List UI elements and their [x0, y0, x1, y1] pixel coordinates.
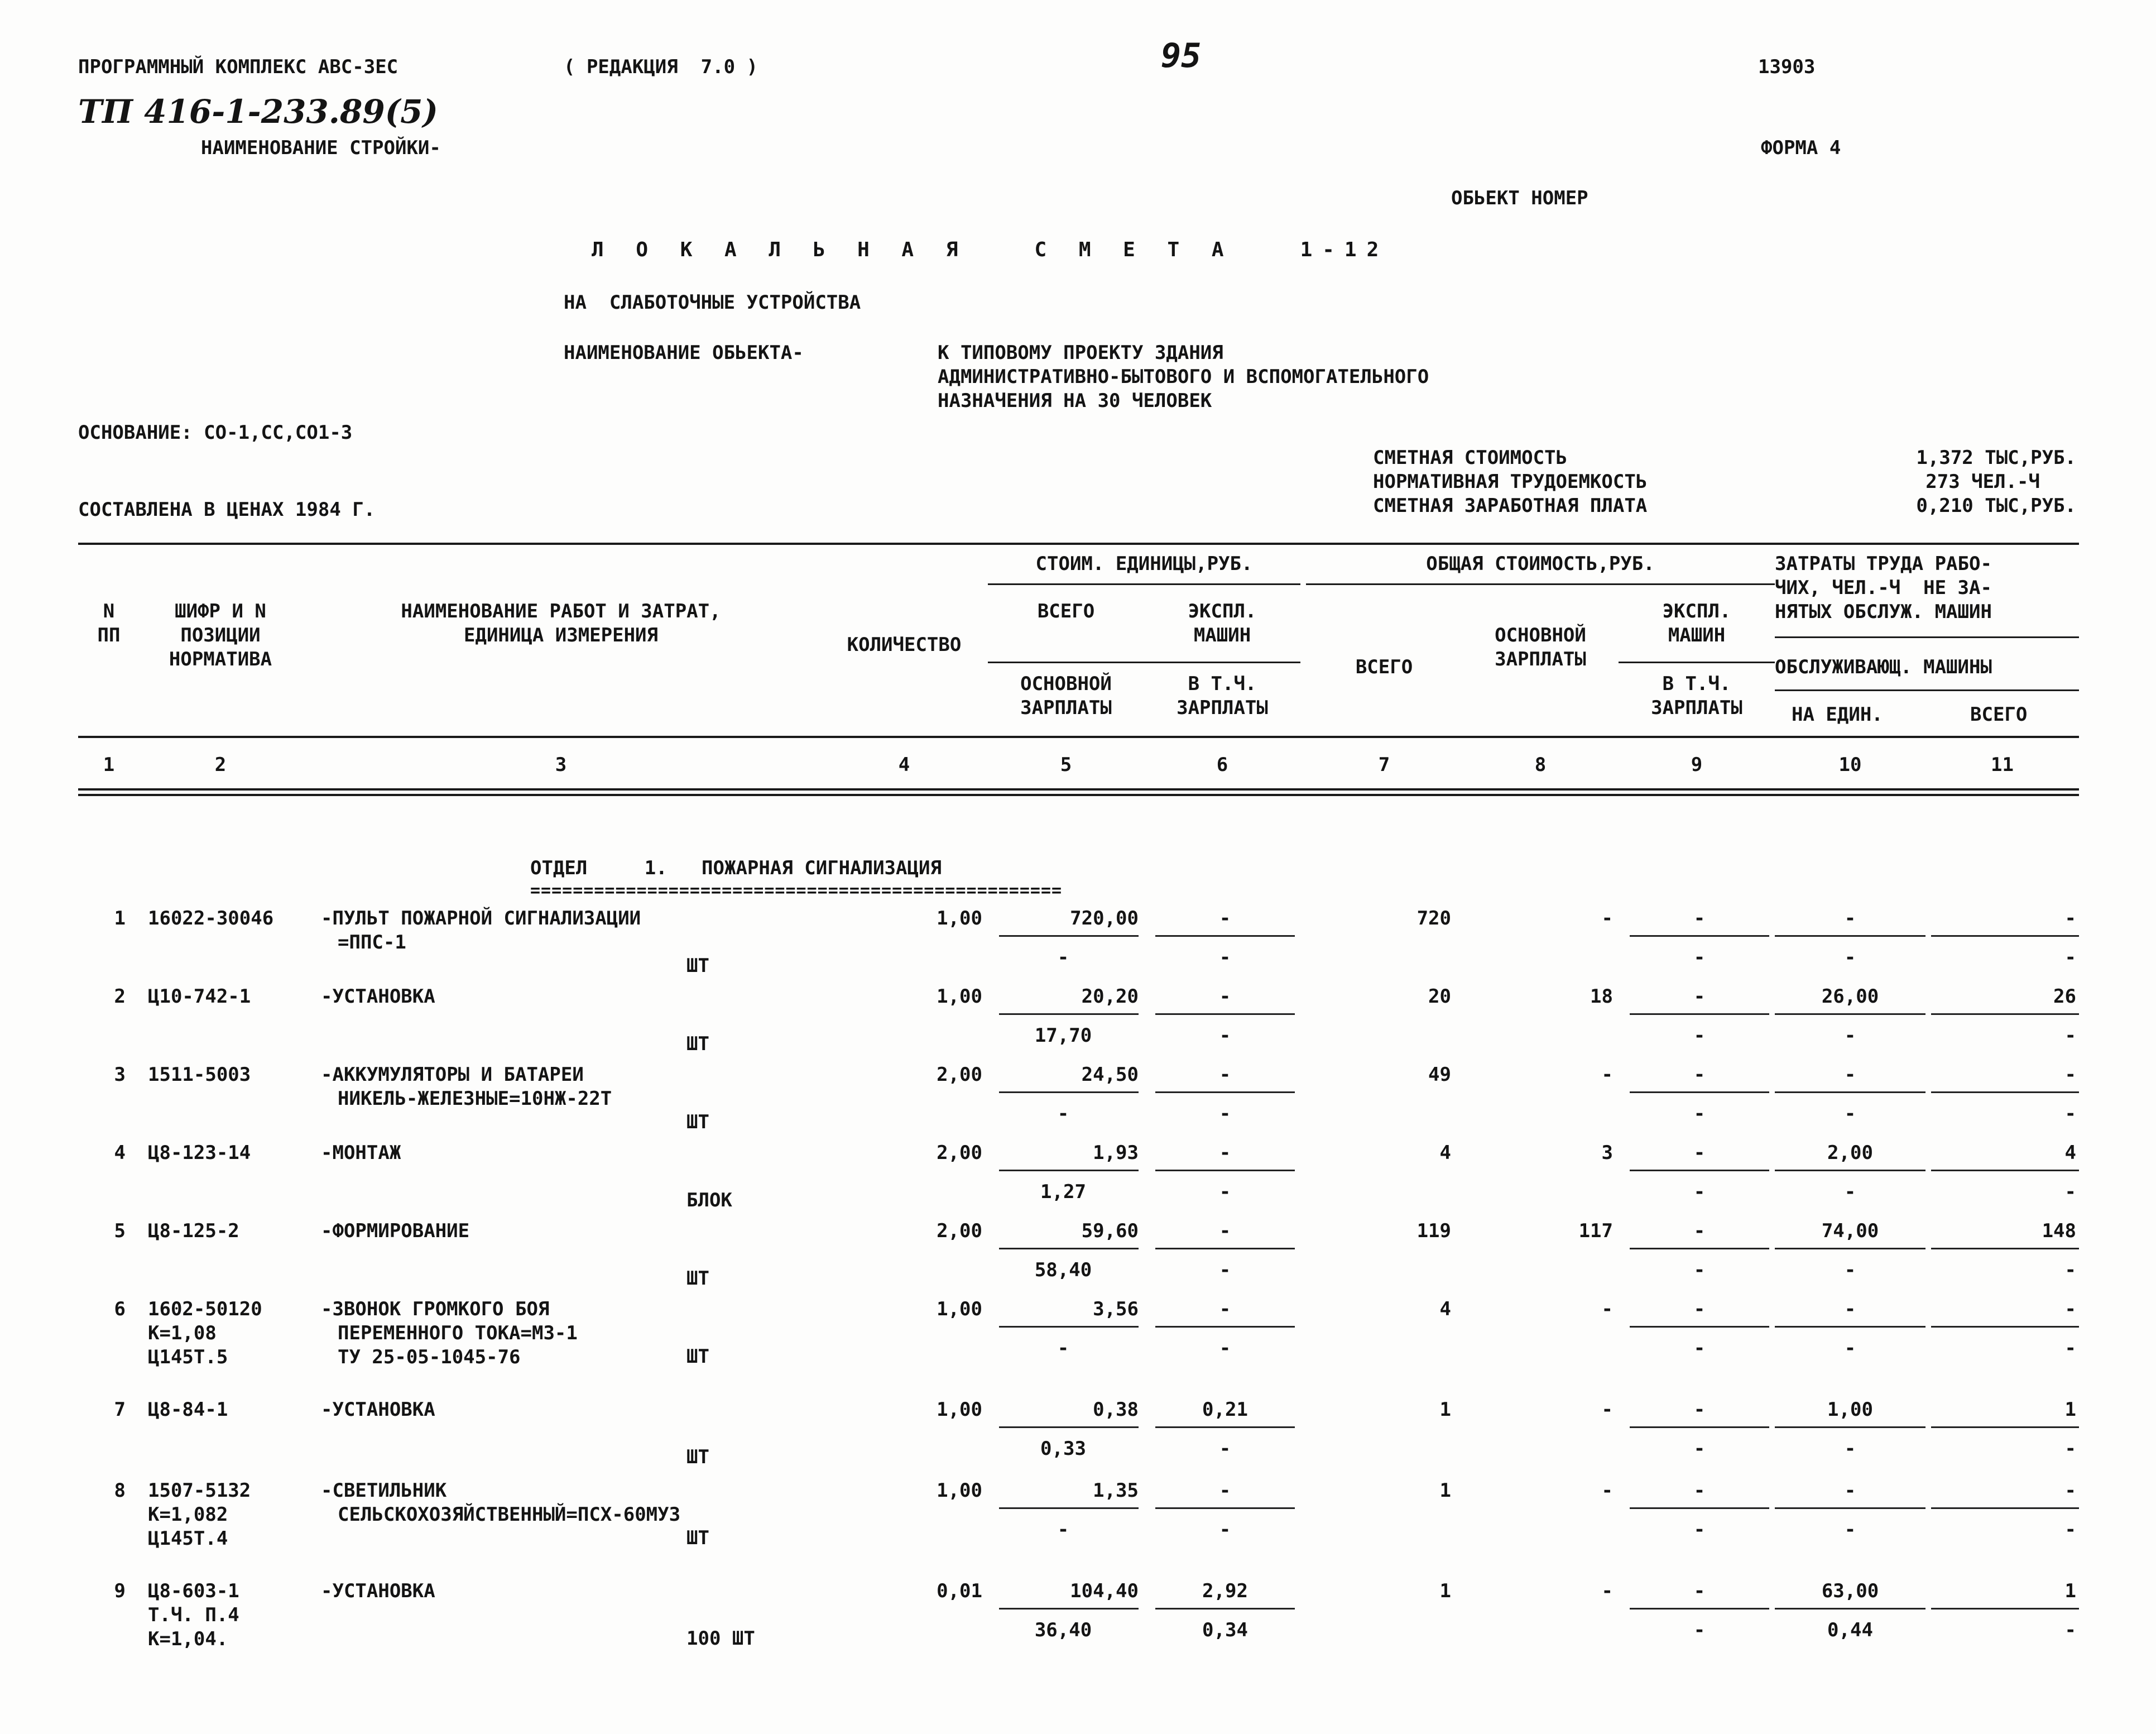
row-name: -УСТАНОВКА [321, 985, 435, 1008]
row-labor-unit: - [1844, 1298, 1856, 1320]
summary-value-salary: 0,210 ТЫС,РУБ. [1916, 495, 2076, 517]
row-name: -ПУЛЬТ ПОЖАРНОЙ СИГНАЛИЗАЦИИ [321, 907, 641, 930]
row-labor-total-2: - [2064, 1259, 2076, 1281]
rule-line [999, 1326, 1139, 1328]
row-quantity: 1,00 [937, 1398, 982, 1421]
document-number: 13903 [1758, 56, 1816, 78]
row-number: 1 [114, 907, 126, 930]
row-unit: ШТ [686, 1345, 709, 1368]
rule-line [1931, 1091, 2079, 1093]
row-labor-unit-2: - [1844, 1259, 1856, 1281]
rule-line [1630, 1326, 1769, 1328]
row-name: НИКЕЛЬ-ЖЕЛЕЗНЫЕ=10НЖ-22Т [338, 1088, 612, 1110]
rule-line [1630, 935, 1769, 937]
total-expl-h2: МАШИН [1668, 624, 1726, 646]
row-total-expl: - [1693, 1580, 1706, 1602]
row-total: 49 [1428, 1064, 1451, 1086]
row-code: Ц8-603-1 [148, 1580, 239, 1602]
unit-incl-h1: В Т.Ч. [1188, 673, 1257, 695]
row-labor-total-2: - [2064, 1181, 2076, 1203]
rule-line [1931, 1426, 2079, 1428]
price-base: СОСТАВЛЕНА В ЦЕНАХ 1984 Г. [78, 499, 376, 521]
rule-line [999, 1248, 1139, 1249]
row-unit-salary: 0,33 [1040, 1438, 1086, 1460]
total-incl-h1: В Т.Ч. [1662, 673, 1731, 695]
rule-line [1155, 1248, 1295, 1249]
row-unit-total: 3,56 [1093, 1298, 1139, 1320]
row-unit-incl: 0,34 [1202, 1619, 1248, 1641]
row-unit: 100 ШТ [686, 1627, 755, 1650]
row-labor-total: - [2064, 1479, 2076, 1502]
row-total-base: - [1601, 1479, 1613, 1502]
rule-line [1775, 1091, 1925, 1093]
row-total-incl: - [1693, 1619, 1706, 1641]
row-labor-unit: 26,00 [1821, 985, 1879, 1008]
row-labor-unit-2: - [1844, 1438, 1856, 1460]
row-labor-total: 1 [2064, 1580, 2076, 1602]
rule-line [1155, 1608, 1295, 1610]
row-name: -АККУМУЛЯТОРЫ И БАТАРЕИ [321, 1064, 584, 1086]
row-labor-unit-2: - [1844, 1103, 1856, 1125]
rule-line [1155, 1326, 1295, 1328]
rule-line [999, 1608, 1139, 1610]
rule-line [1155, 1507, 1295, 1509]
unit-incl-h2: ЗАРПЛАТЫ [1177, 697, 1268, 719]
estimate-title: Л О К А Л Ь Н А Я С М Е Т А 1-12 [592, 238, 1389, 261]
row-labor-total: - [2064, 1064, 2076, 1086]
row-number: 6 [114, 1298, 126, 1320]
row-name: -ФОРМИРОВАНИЕ [321, 1220, 470, 1242]
total-cost-h: ОБЩАЯ СТОИМОСТЬ,РУБ. [1426, 553, 1655, 575]
col3-h2: ЕДИНИЦА ИЗМЕРЕНИЯ [464, 624, 658, 646]
row-name: -СВЕТИЛЬНИК [321, 1479, 447, 1502]
row-total-base: 3 [1601, 1142, 1613, 1164]
row-unit-expl: - [1219, 1142, 1231, 1164]
row-code: 16022-30046 [148, 907, 274, 930]
row-labor-total: 1 [2064, 1398, 2076, 1421]
row-labor-total: - [2064, 907, 2076, 930]
col2-h1: ШИФР И N [175, 600, 266, 622]
row-labor-unit-2: - [1844, 1519, 1856, 1541]
row-total-expl: - [1693, 1398, 1706, 1421]
row-total-expl: - [1693, 907, 1706, 930]
row-name: -УСТАНОВКА [321, 1580, 435, 1602]
row-unit: ШТ [686, 1527, 709, 1549]
row-code: Ц145Т.4 [148, 1527, 228, 1550]
row-labor-unit: 2,00 [1827, 1142, 1873, 1164]
row-unit-expl: - [1219, 1298, 1231, 1320]
row-total-incl: - [1693, 1103, 1706, 1125]
rule-line [1775, 1013, 1925, 1015]
total-incl-h2: ЗАРПЛАТЫ [1651, 697, 1742, 719]
colnum: 5 [1060, 754, 1072, 776]
row-quantity: 2,00 [937, 1220, 982, 1242]
row-labor-unit: 63,00 [1821, 1580, 1879, 1602]
row-unit: ШТ [686, 1446, 709, 1468]
row-total: 1 [1439, 1580, 1451, 1602]
rule-line [1630, 1013, 1769, 1015]
rule-line [1630, 1426, 1769, 1428]
unit-cost-h: СТОИМ. ЕДИНИЦЫ,РУБ. [1035, 553, 1253, 575]
row-labor-unit: 74,00 [1821, 1220, 1879, 1242]
row-labor-total-2: - [2064, 1519, 2076, 1541]
row-unit-incl: - [1219, 1181, 1231, 1203]
row-labor-total-2: - [2064, 1619, 2076, 1641]
row-code: Ц8-84-1 [148, 1398, 228, 1421]
row-name: -МОНТАЖ [321, 1142, 401, 1164]
row-labor-unit: 1,00 [1827, 1398, 1873, 1421]
rule-line [1931, 1013, 2079, 1015]
row-labor-total-2: - [2064, 1103, 2076, 1125]
row-code: 1511-5003 [148, 1064, 251, 1086]
summary-label-labor: НОРМАТИВНАЯ ТРУДОЕМКОСТЬ [1373, 471, 1648, 493]
row-total-incl: - [1693, 1337, 1706, 1359]
row-unit-salary: - [1057, 1519, 1069, 1541]
colnum: 7 [1378, 754, 1390, 776]
row-number: 7 [114, 1398, 126, 1421]
row-unit-incl: - [1219, 946, 1231, 969]
row-unit-salary: - [1057, 946, 1069, 969]
row-unit-total: 20,20 [1081, 985, 1139, 1008]
rule-line [1630, 1507, 1769, 1509]
labor-h2: ЧИХ, ЧЕЛ.-Ч НЕ ЗА- [1775, 577, 1992, 599]
row-total: 20 [1428, 985, 1451, 1008]
row-unit-total: 720,00 [1070, 907, 1139, 930]
rule-line [1931, 1507, 2079, 1509]
col1-h1: N [103, 600, 115, 622]
row-labor-unit-2: 0,44 [1827, 1619, 1873, 1641]
rule-line [1931, 1248, 2079, 1249]
row-code: Ц145Т.5 [148, 1346, 228, 1368]
row-name: ТУ 25-05-1045-76 [338, 1346, 521, 1368]
object-number-label: ОБЬЕКТ НОМЕР [1451, 187, 1588, 209]
rule-line [1931, 935, 2079, 937]
row-total-expl: - [1693, 1220, 1706, 1242]
row-labor-total-2: - [2064, 1337, 2076, 1359]
row-total-expl: - [1693, 1142, 1706, 1164]
edition: ( РЕДАКЦИЯ 7.0 ) [564, 56, 758, 78]
program-name: ПРОГРАММНЫЙ КОМПЛЕКС АВС-ЗЕС [78, 56, 398, 78]
row-total-base: 18 [1590, 985, 1613, 1008]
row-code: К=1,082 [148, 1503, 228, 1526]
section-title: ОТДЕЛ 1. ПОЖАРНАЯ СИГНАЛИЗАЦИЯ [530, 857, 942, 879]
rule-line [1775, 935, 1925, 937]
row-quantity: 2,00 [937, 1142, 982, 1164]
row-number: 8 [114, 1479, 126, 1502]
row-total-incl: - [1693, 1181, 1706, 1203]
row-total-base: - [1601, 1398, 1613, 1421]
rule-line [1931, 1608, 2079, 1610]
row-labor-total-2: - [2064, 1024, 2076, 1047]
row-number: 2 [114, 985, 126, 1008]
row-unit-salary: 1,27 [1040, 1181, 1086, 1203]
unit-total-h: ВСЕГО [1037, 600, 1095, 622]
summary-label-salary: СМЕТНАЯ ЗАРАБОТНАЯ ПЛАТА [1373, 495, 1648, 517]
row-total-expl: - [1693, 1479, 1706, 1502]
row-code: 1507-5132 [148, 1479, 251, 1502]
row-quantity: 0,01 [937, 1580, 982, 1602]
rule-line [1775, 1426, 1925, 1428]
colnum: 1 [103, 754, 115, 776]
row-labor-total: - [2064, 1298, 2076, 1320]
row-code: К=1,04. [148, 1628, 228, 1650]
handwritten-reference: ТП 416-1-233.89(5) [78, 93, 438, 131]
row-name: =ППС-1 [338, 931, 406, 954]
row-labor-total: 148 [2042, 1220, 2076, 1242]
row-labor-unit: - [1844, 907, 1856, 930]
row-total-base: - [1601, 907, 1613, 930]
row-total-incl: - [1693, 946, 1706, 969]
unit-salary-h1: ОСНОВНОЙ [1020, 673, 1112, 695]
row-code: Ц8-125-2 [148, 1220, 239, 1242]
row-unit-salary: - [1057, 1103, 1069, 1125]
row-unit-incl: - [1219, 1337, 1231, 1359]
row-name: ПЕРЕМЕННОГО ТОКА=МЗ-1 [338, 1322, 578, 1344]
row-total: 1 [1439, 1479, 1451, 1502]
row-total-incl: - [1693, 1438, 1706, 1460]
row-number: 9 [114, 1580, 126, 1602]
summary-value-labor: 273 ЧЕЛ.-Ч [1925, 471, 2040, 493]
labor-h3: НЯТЫХ ОБСЛУЖ. МАШИН [1775, 601, 1992, 623]
row-total-incl: - [1693, 1519, 1706, 1541]
row-labor-unit-2: - [1844, 1024, 1856, 1047]
row-code: Ц8-123-14 [148, 1142, 251, 1164]
row-total: 4 [1439, 1142, 1451, 1164]
row-unit-salary: 58,40 [1034, 1259, 1092, 1281]
col4-h: КОЛИЧЕСТВО [847, 634, 962, 656]
row-unit-incl: - [1219, 1259, 1231, 1281]
row-total-base: - [1601, 1580, 1613, 1602]
row-labor-unit: - [1844, 1479, 1856, 1502]
object-name-line-2: АДМИНИСТРАТИВНО-БЫТОВОГО И ВСПОМОГАТЕЛЬНОГО [938, 366, 1429, 388]
section-underline: ================================================== [530, 881, 1063, 900]
colnum: 9 [1691, 754, 1703, 776]
rule-line [1630, 1170, 1769, 1171]
row-total-base: - [1601, 1064, 1613, 1086]
row-total-expl: - [1693, 985, 1706, 1008]
colnum: 10 [1838, 754, 1862, 776]
row-total-base: 117 [1578, 1220, 1613, 1242]
rule-line [1155, 1426, 1295, 1428]
row-total-base: - [1601, 1298, 1613, 1320]
row-total-incl: - [1693, 1259, 1706, 1281]
row-total-expl: - [1693, 1298, 1706, 1320]
rule-line [1155, 1091, 1295, 1093]
row-unit-incl: - [1219, 1024, 1231, 1047]
rule-line [999, 1091, 1139, 1093]
row-code: Т.Ч. П.4 [148, 1604, 239, 1626]
row-number: 5 [114, 1220, 126, 1242]
row-unit-expl: - [1219, 907, 1231, 930]
row-unit: ШТ [686, 1267, 709, 1290]
row-quantity: 1,00 [937, 907, 982, 930]
row-total: 1 [1439, 1398, 1451, 1421]
summary-label-cost: СМЕТНАЯ СТОИМОСТЬ [1373, 447, 1567, 469]
row-unit: ШТ [686, 1111, 709, 1133]
row-unit: ШТ [686, 1033, 709, 1055]
rule-line [999, 1507, 1139, 1509]
row-labor-total: 4 [2064, 1142, 2076, 1164]
summary-value-cost: 1,372 ТЫС,РУБ. [1916, 447, 2076, 469]
unit-salary-h2: ЗАРПЛАТЫ [1020, 697, 1112, 719]
total-all-h: ВСЕГО [1355, 656, 1413, 678]
row-unit-total: 59,60 [1081, 1220, 1139, 1242]
rule-line [1931, 1170, 2079, 1171]
total-expl-h1: ЭКСПЛ. [1662, 600, 1731, 622]
page-number: 95 [1161, 36, 1202, 75]
rule-line [1775, 1248, 1925, 1249]
col1-h2: ПП [97, 624, 121, 646]
row-labor-total-2: - [2064, 1438, 2076, 1460]
rule-line [1775, 1507, 1925, 1509]
unit-expl-h1: ЭКСПЛ. [1188, 600, 1257, 622]
colnum: 4 [898, 754, 910, 776]
rule-line [1155, 1013, 1295, 1015]
labor-serv-h: ОБСЛУЖИВАЮЩ. МАШИНЫ [1775, 656, 1992, 678]
object-name-line-1: К ТИПОВОМУ ПРОЕКТУ ЗДАНИЯ [938, 342, 1223, 364]
row-quantity: 2,00 [937, 1064, 982, 1086]
row-labor-unit-2: - [1844, 946, 1856, 969]
row-code: К=1,08 [148, 1322, 217, 1344]
row-labor-total-2: - [2064, 946, 2076, 969]
row-labor-unit-2: - [1844, 1181, 1856, 1203]
row-unit: ШТ [686, 955, 709, 977]
total-base-h2: ЗАРПЛАТЫ [1495, 648, 1586, 670]
basis: ОСНОВАНИЕ: СО-1,СС,СО1-3 [78, 421, 353, 444]
labor-h1: ЗАТРАТЫ ТРУДА РАБО- [1775, 553, 1992, 575]
unit-expl-h2: МАШИН [1193, 624, 1251, 646]
rule-line [1155, 1170, 1295, 1171]
rule-line [1775, 1608, 1925, 1610]
rule-line [1630, 1248, 1769, 1249]
object-name-line-3: НАЗНАЧЕНИЯ НА 30 ЧЕЛОВЕК [938, 390, 1212, 412]
row-total-expl: - [1693, 1064, 1706, 1086]
row-unit-total: 104,40 [1070, 1580, 1139, 1602]
rule-line [999, 1013, 1139, 1015]
estimate-subject: НА СЛАБОТОЧНЫЕ УСТРОЙСТВА [564, 291, 861, 314]
row-total-incl: - [1693, 1024, 1706, 1047]
col2-h2: ПОЗИЦИИ [180, 624, 261, 646]
row-name: СЕЛЬСКОХОЗЯЙСТВЕННЫЙ=ПСХ-60МУ3 [338, 1503, 681, 1526]
row-unit-expl: - [1219, 1220, 1231, 1242]
row-total: 119 [1416, 1220, 1451, 1242]
rule-line [1155, 935, 1295, 937]
row-unit-expl: 0,21 [1202, 1398, 1248, 1421]
row-unit-expl: - [1219, 985, 1231, 1008]
row-unit-incl: - [1219, 1519, 1231, 1541]
row-quantity: 1,00 [937, 1479, 982, 1502]
row-code: 1602-50120 [148, 1298, 262, 1320]
rule-line [1931, 1326, 2079, 1328]
row-unit-expl: 2,92 [1202, 1580, 1248, 1602]
row-quantity: 1,00 [937, 985, 982, 1008]
row-unit-salary: 17,70 [1034, 1024, 1092, 1047]
construction-name-label: НАИМЕНОВАНИЕ СТРОЙКИ- [201, 137, 441, 159]
labor-unit-h: НА ЕДИН. [1792, 703, 1883, 726]
colnum: 3 [555, 754, 567, 776]
rule-line [999, 935, 1139, 937]
colnum: 8 [1534, 754, 1547, 776]
row-unit-total: 1,35 [1093, 1479, 1139, 1502]
row-total: 720 [1416, 907, 1451, 930]
row-unit: БЛОК [686, 1189, 732, 1211]
row-unit-salary: - [1057, 1337, 1069, 1359]
row-number: 4 [114, 1142, 126, 1164]
colnum: 2 [214, 754, 227, 776]
row-labor-unit: - [1844, 1064, 1856, 1086]
row-unit-total: 0,38 [1093, 1398, 1139, 1421]
rule-line [1630, 1608, 1769, 1610]
col2-h3: НОРМАТИВА [169, 648, 272, 670]
total-base-h1: ОСНОВНОЙ [1495, 624, 1586, 646]
row-unit-salary: 36,40 [1034, 1619, 1092, 1641]
row-unit-incl: - [1219, 1103, 1231, 1125]
row-unit-expl: - [1219, 1064, 1231, 1086]
row-unit-incl: - [1219, 1438, 1231, 1460]
row-name: -ЗВОНОК ГРОМКОГО БОЯ [321, 1298, 550, 1320]
row-name: -УСТАНОВКА [321, 1398, 435, 1421]
row-labor-total: 26 [2053, 985, 2076, 1008]
row-quantity: 1,00 [937, 1298, 982, 1320]
row-number: 3 [114, 1064, 126, 1086]
row-unit-expl: - [1219, 1479, 1231, 1502]
rule-line [999, 1426, 1139, 1428]
rule-line [1775, 1326, 1925, 1328]
row-unit-total: 24,50 [1081, 1064, 1139, 1086]
col3-h1: НАИМЕНОВАНИЕ РАБОТ И ЗАТРАТ, [401, 600, 721, 622]
form-label: ФОРМА 4 [1761, 137, 1841, 159]
row-code: Ц10-742-1 [148, 985, 251, 1008]
rule-line [1630, 1091, 1769, 1093]
rule-line [999, 1170, 1139, 1171]
rule-line [1775, 1170, 1925, 1171]
row-labor-unit-2: - [1844, 1337, 1856, 1359]
labor-total-h: ВСЕГО [1970, 703, 2028, 726]
row-unit-total: 1,93 [1093, 1142, 1139, 1164]
object-name-label: НАИМЕНОВАНИЕ ОБЬЕКТА- [564, 342, 804, 364]
colnum: 11 [1991, 754, 2014, 776]
colnum: 6 [1216, 754, 1228, 776]
row-total: 4 [1439, 1298, 1451, 1320]
